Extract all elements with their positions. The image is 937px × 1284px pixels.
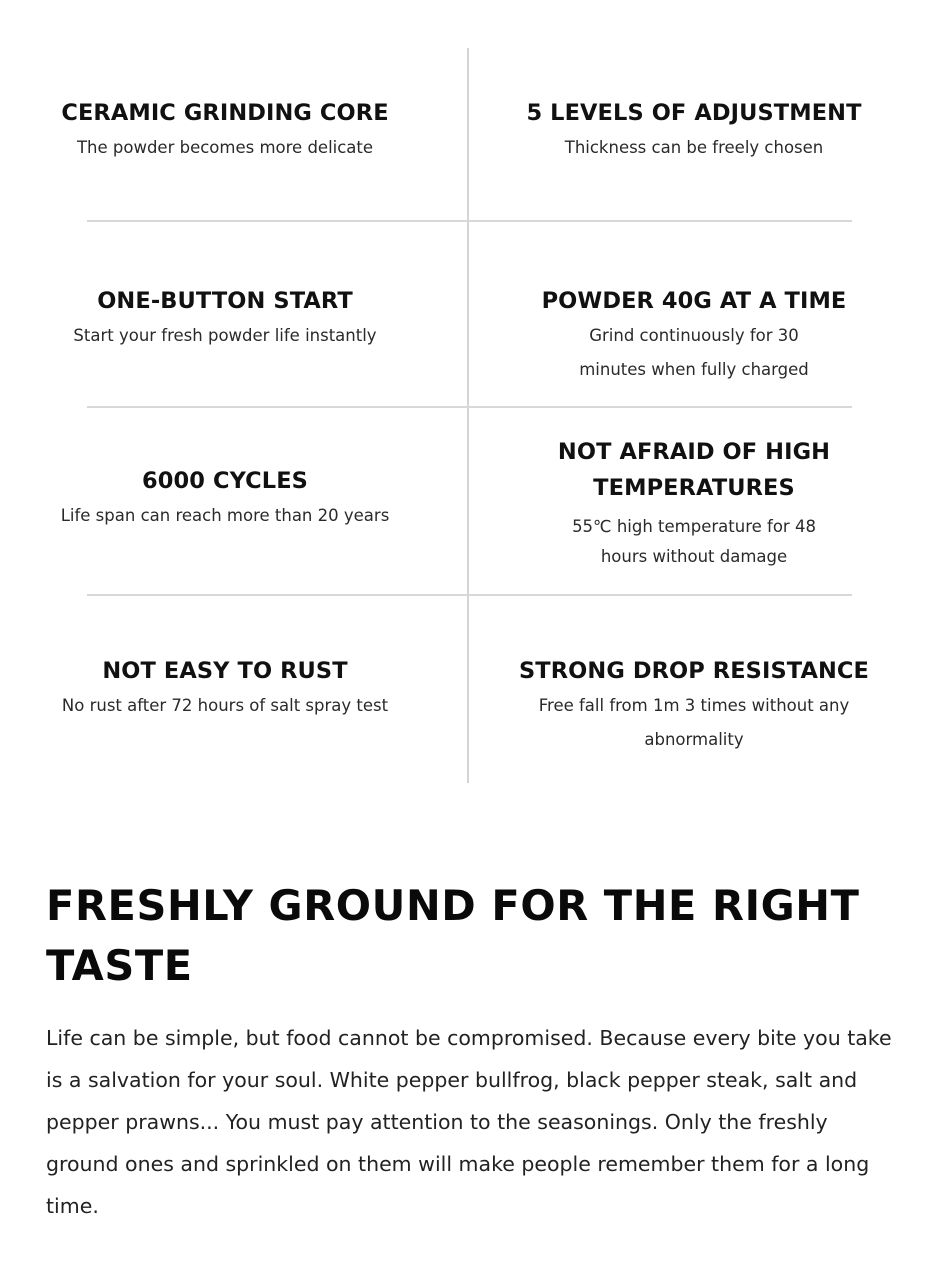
feature-one-button-start [0, 283, 450, 353]
feature-description: The powder becomes more delicate [76, 138, 374, 157]
feature-ceramic-core [0, 95, 450, 165]
feature-powder-capacity [470, 283, 918, 387]
feature-title: CERAMIC GRINDING CORE [61, 100, 389, 126]
feature-title: NOT EASY TO RUST [102, 658, 348, 684]
article-body: Life can be simple, but food cannot be compromised. Because every bite you take is a salvation for your soul. White pepper bullfrog, black pepper steak, salt and pepper prawns... You must pay attention to the seasonings. Only the freshly ground ones and sprinkled on them will make people remember them for a long time. [46, 1026, 892, 1218]
feature-title: STRONG DROP RESISTANCE [519, 658, 869, 684]
grid-horizontal-divider [87, 406, 852, 408]
article-section [46, 876, 896, 1227]
feature-description: Start your fresh powder life instantly [73, 326, 377, 345]
feature-adjustment-levels [470, 95, 918, 165]
grid-vertical-divider [467, 48, 469, 783]
feature-description: Free fall from 1m 3 times without any abnormality [538, 696, 850, 749]
feature-title: 5 LEVELS OF ADJUSTMENT [526, 100, 862, 126]
feature-title: NOT AFRAID OF HIGH TEMPERATURES [557, 439, 831, 501]
article-heading: FRESHLY GROUND FOR THE RIGHT TASTE [46, 881, 860, 990]
feature-drop-resistance [470, 653, 918, 757]
feature-title: ONE-BUTTON START [97, 288, 353, 314]
feature-high-temperature [470, 434, 918, 572]
feature-description: 55℃ high temperature for 48 hours without damage [572, 517, 816, 566]
feature-rust-resistance [0, 653, 450, 723]
grid-horizontal-divider [87, 594, 852, 596]
feature-description: Thickness can be freely chosen [564, 138, 824, 157]
feature-description: Grind continuously for 30 minutes when fully charged [579, 326, 809, 379]
feature-description: No rust after 72 hours of salt spray test [61, 696, 389, 715]
feature-cycles [0, 463, 450, 533]
feature-title: POWDER 40G AT A TIME [541, 288, 847, 314]
feature-title: 6000 CYCLES [142, 468, 308, 494]
grid-horizontal-divider [87, 220, 852, 222]
feature-description: Life span can reach more than 20 years [60, 506, 390, 525]
